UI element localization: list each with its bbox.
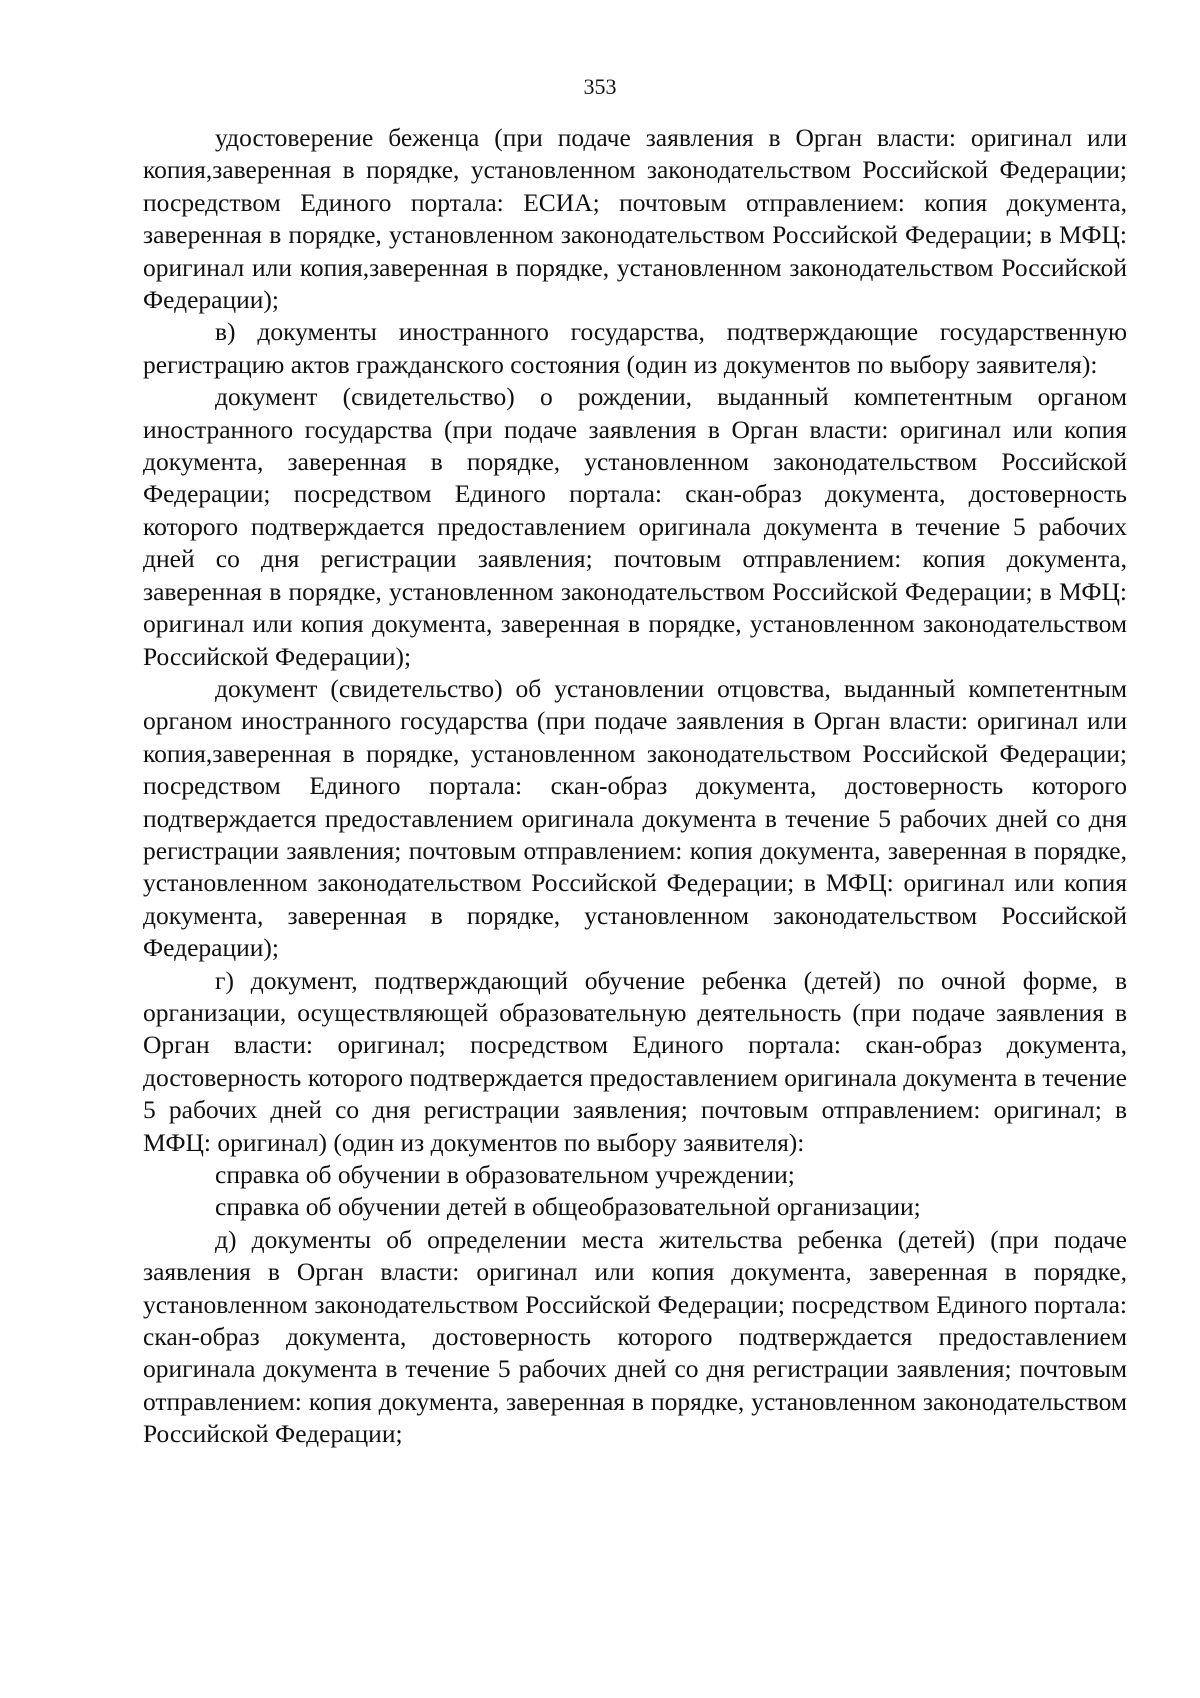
paragraph-school-certificate: справка об обучении детей в общеобразовательной организации; (215, 1192, 921, 1222)
paragraph-paternity-certificate: документ (свидетельство) об установлении отцовства, выданный компетентным органом иностранного государства (при подаче заявления в Орган власти: оригинал или копия,заверенная в порядке, установленном законодательством Российской Федерации; посредством Единого портала: скан-образ документа, достоверность которого подтверждается предоставлением оригинала документа в течение 5 рабочих дней со дня регистрации заявления; почтовым отправлением: копия документа, заверенная в порядке, установленном законодательством Российской Федерации; в МФЦ: оригинал или копия документа, заверенная в порядке, установленном законодательством Российской Федерации); (143, 673, 1127, 963)
paragraph-item-g-education: г) документ, подтверждающий обучение ребенка (детей) по очной форме, в организации, осуществляющей образовательную деятельность (при подаче заявления в Орган власти: оригинал; посредством Единого портала: скан-образ документа, достоверность которого подтверждается предоставлением оригинала документа в течение 5 рабочих дней со дня регистрации заявления; почтовым отправлением: оригинал; в МФЦ: оригинал) (один из документов по выбору заявителя): (143, 965, 1127, 1157)
paragraph-item-v-foreign-documents: в) документы иностранного государства, подтверждающие государственную регистрацию актов гражданского состояния (один из документов по выбору заявителя): (143, 317, 1127, 379)
paragraph-birth-certificate: документ (свидетельство) о рождении, выданный компетентным органом иностранного государства (при подаче заявления в Орган власти: оригинал или копия документа, заверенная в порядке, установленном законодательством Российской Федерации; посредством Единого портала: скан-образ документа, достоверность которого подтверждается предоставлением оригинала документа в течение 5 рабочих дней со дня регистрации заявления; почтовым отправлением: копия документа, заверенная в порядке, установленном законодательством Российской Федерации; в МФЦ: оригинал или копия документа, заверенная в порядке, установленном законодательством Российской Федерации); (143, 382, 1127, 671)
paragraph-item-d-residence: д) документы об определении места жительства ребенка (детей) (при подаче заявления в Орган власти: оригинал или копия документа, заверенная в порядке, установленном законодательством Российской Федерации; посредством Единого портала: скан-образ документа, достоверность которого подтверждается предоставлением оригинала документа в течение 5 рабочих дней со дня регистрации заявления; почтовым отправлением: копия документа, заверенная в порядке, установленном законодательством Российской Федерации; (143, 1224, 1127, 1449)
paragraph-education-certificate: справка об обучении в образовательном учреждении; (215, 1160, 795, 1189)
document-body (143, 122, 1127, 1451)
paragraph-refugee-certificate: удостоверение беженца (при подаче заявления в Орган власти: оригинал или копия,заверенная в порядке, установленном законодательством Российской Федерации; посредством Единого портала: ЕСИА; почтовым отправлением: копия документа, заверенная в порядке, установленном законодательством Российской Федерации; в МФЦ: оригинал или копия,заверенная в порядке, установленном законодательством Российской Федерации); (143, 123, 1127, 315)
page-number: 353 (583, 74, 617, 99)
